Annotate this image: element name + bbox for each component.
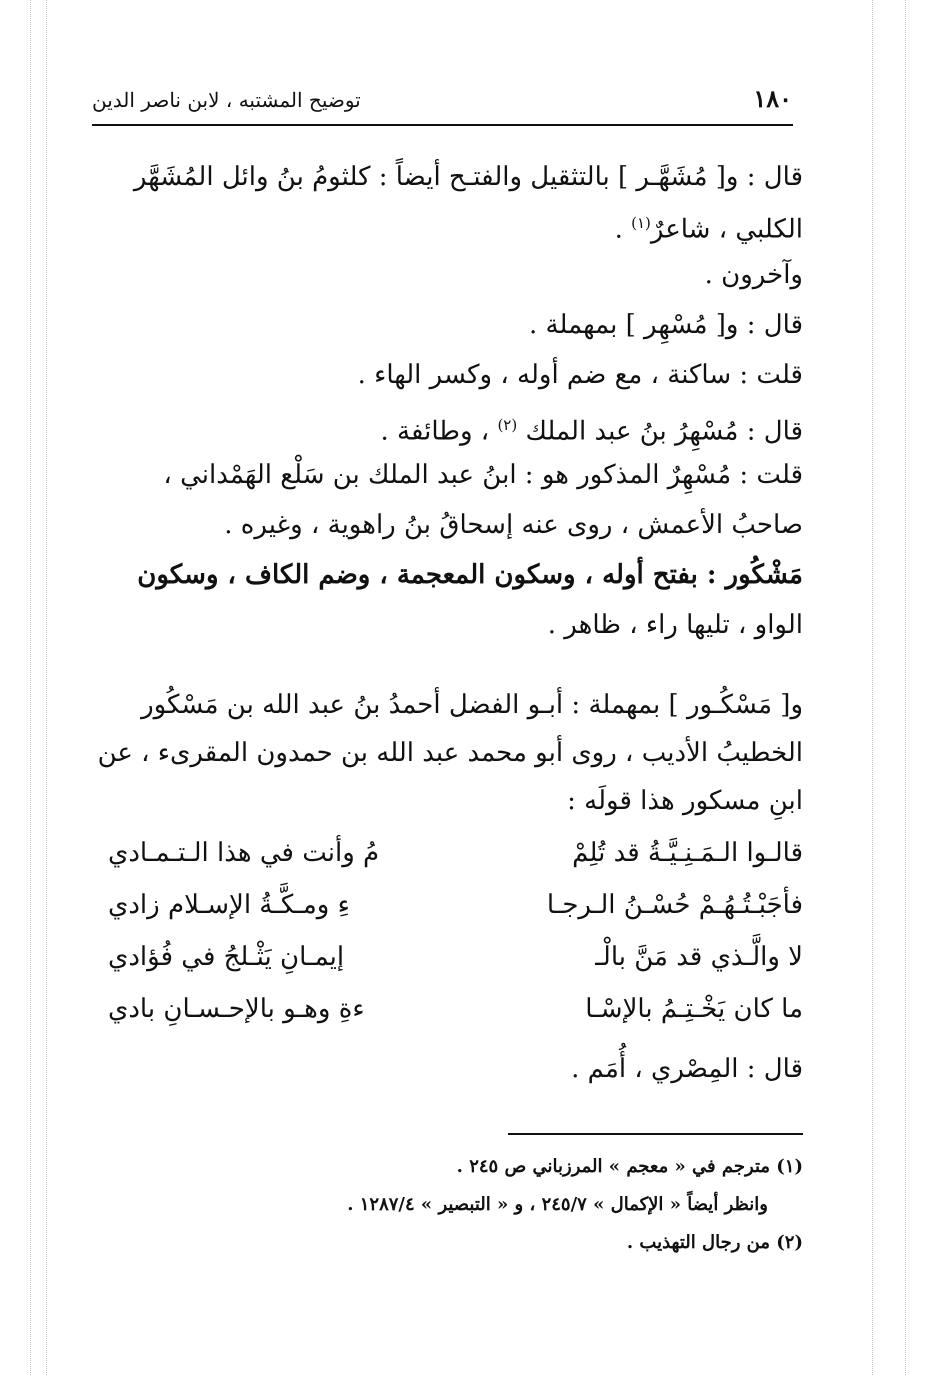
text-line [103,406,803,451]
text-line: الواو ، تليها راء ، ظاهر . [547,610,803,640]
text-span: . [614,214,632,245]
footnote: (١) مترجم في « معجم » المرزباني ص ٢٤٥ . [456,1156,803,1177]
scan-guide-line [46,0,47,1375]
footnote-marker: (١) [631,214,651,232]
text-span: قال : مُسْهِرُ بنُ عبد الملك [525,416,803,447]
verse-second-hemistich: ءةِ وهـو بالإحـسـانِ بادي [108,994,365,1024]
scan-guide-line [905,0,906,1375]
text-line [103,204,803,249]
verse-row [108,942,803,986]
verse-first-hemistich: قالـوا الـمَـنِـيَّـةُ قد تُلِمْ [572,838,803,868]
scan-guide-line [30,0,31,1375]
verse-second-hemistich: إيمـانِ يَثْـلجُ في فُؤادي [108,942,345,972]
text-line: قلت : مُسْهِرٌ المذكور هو : ابنُ عبد الملك بن سَلْع الهَمْداني ، [163,460,803,490]
verse-first-hemistich: فأجَبْـتُـهُـمْ حُسْـنُ الـرجـا [546,890,803,920]
text-line: وآخرون . [704,260,803,290]
verse-row [108,890,803,934]
page-number: ١٨٠ [753,84,792,113]
footnote: (٢) من رجال التهذيب . [626,1232,803,1253]
text-line: الخطيبُ الأديب ، روى أبو محمد عبد الله بن حمدون المقرىء ، عن [97,738,803,768]
text-line: و[ مَسْكُـور ] بمهملة : أبـو الفضل أحمدُ بنُ عبد الله بن مَسْكُور [141,690,803,720]
scan-guide-line [872,0,873,1375]
verse-first-hemistich: ما كان يَخْـتِـمُ بالإسْـا [585,994,803,1024]
verse-row [108,838,803,882]
text-line: صاحبُ الأعمش ، روى عنه إسحاقُ بنُ راهوية ، وغيره . [224,510,803,540]
text-span: ، وطائفة . [380,416,498,447]
text-line: ابنِ مسكور هذا قولَه : [567,786,803,816]
header-rule [92,124,793,126]
footnote: وانظر أيضاً « الإكمال » ٢٤٥/٧ ، و « التبصير » ١٢٨٧/٤ . [347,1194,768,1215]
text-line: قال : و[ مُشَهَّـر ] بالتثقيل والفتـح أيضاً : كلثومُ بنُ وائل المُشَهَّر [133,162,803,192]
running-title: توضيح المشتبه ، لابن ناصر الدين [92,88,361,112]
text-line: قلت : ساكنة ، مع ضم أوله ، وكسر الهاء . [357,360,803,390]
footnote-rule [508,1133,803,1135]
page-header [92,84,792,120]
text-span: الكلبي ، شاعرٌ [650,214,803,245]
verse-second-hemistich: مُ وأنت في هذا الـتـمـادي [108,838,380,868]
footnote-marker: (٢) [497,416,518,434]
verse-first-hemistich: لا والَّـذي قد مَنَّ بالْـ [595,942,803,972]
verse-second-hemistich: ءِ ومـكَّـةُ الإسـلام زادي [108,890,350,920]
closing-line: قال : المِصْري ، أُمَم . [571,1054,803,1084]
text-line: قال : و[ مُسْهِر ] بمهملة . [529,310,803,340]
entry-heading-line: مَشْكُور : بفتح أوله ، وسكون المعجمة ، وضم الكاف ، وسكون [137,560,803,590]
verse-row [108,994,803,1038]
